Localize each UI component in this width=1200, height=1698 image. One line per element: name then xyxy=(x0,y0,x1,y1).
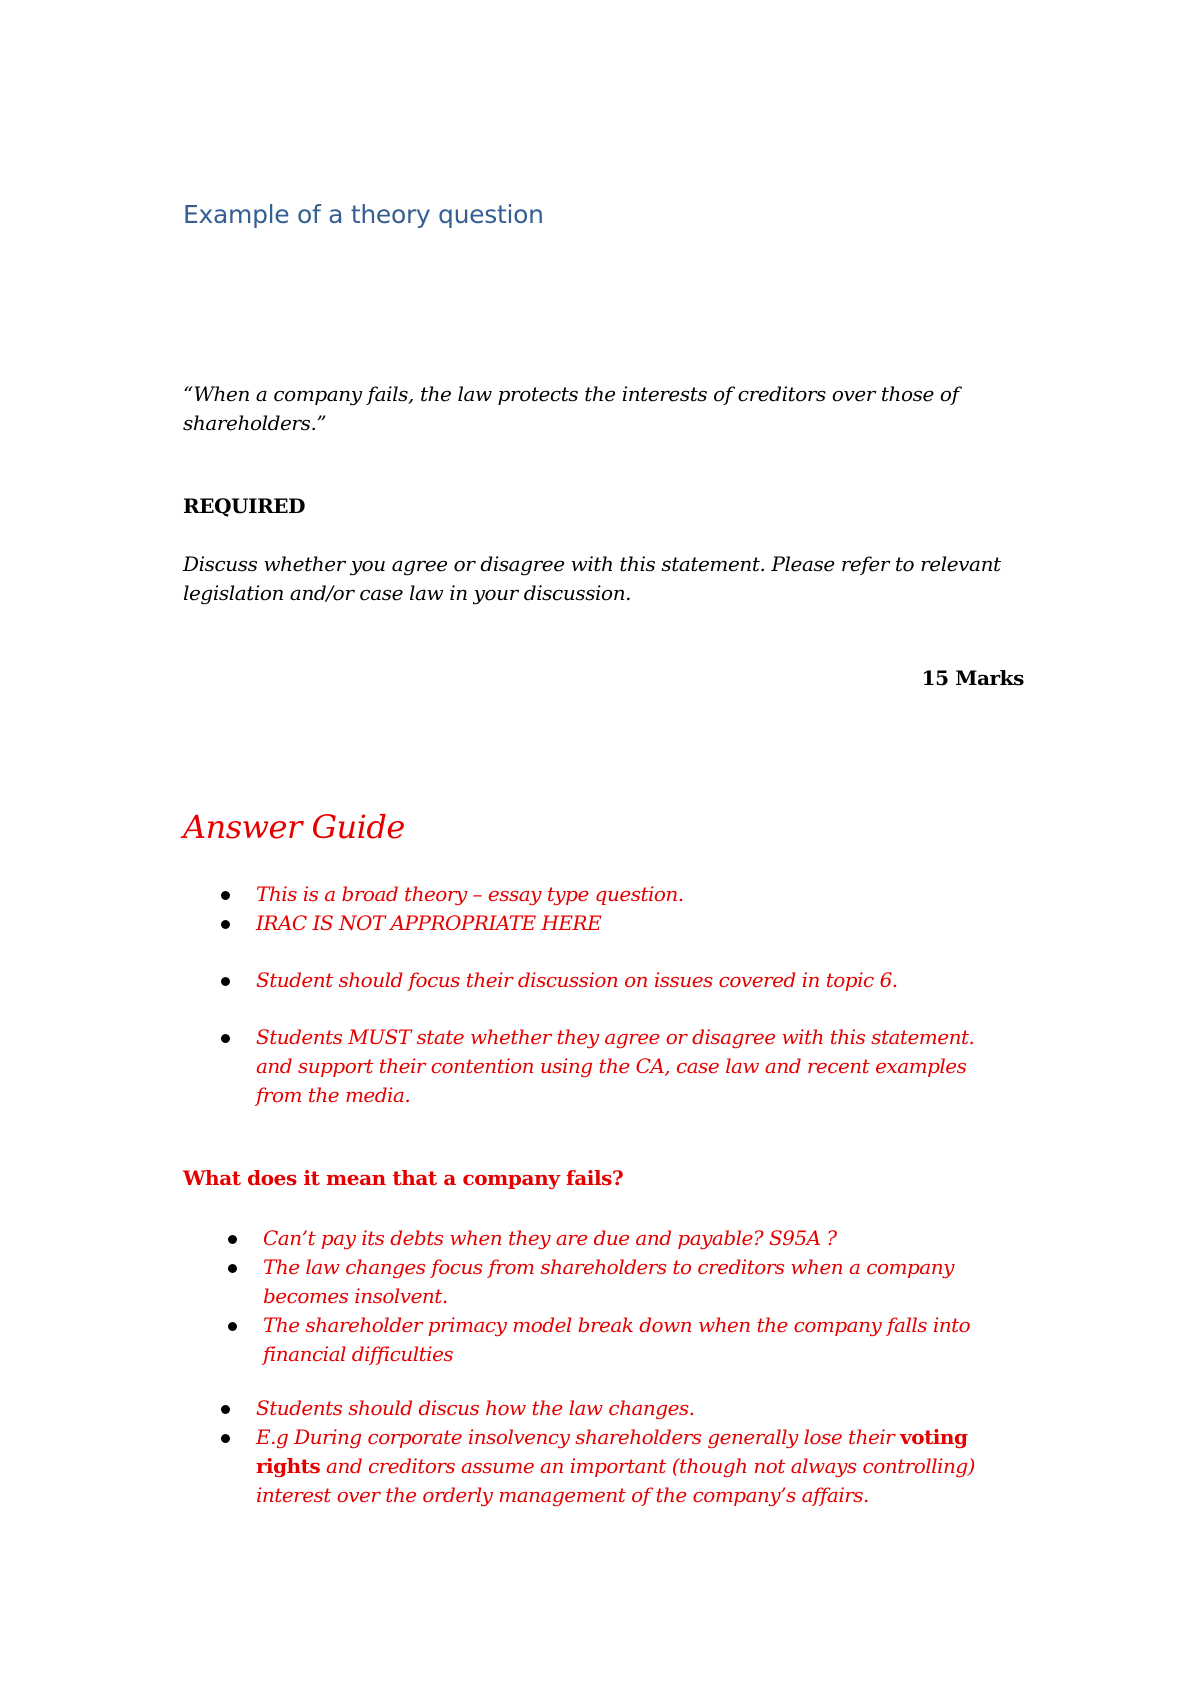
bold-text: voting xyxy=(900,1425,968,1449)
text-run: and creditors assume an important (though not always controlling) xyxy=(320,1454,975,1478)
list-item xyxy=(256,880,1016,909)
section-heading: What does it mean that a company fails? xyxy=(183,1166,624,1190)
list-item-text xyxy=(256,1423,1026,1452)
text-run: E.g During corporate insolvency shareholders generally lose their xyxy=(256,1425,901,1449)
spacer xyxy=(256,938,1016,966)
bullet-icon xyxy=(228,1264,237,1273)
list-item-text: Can’t pay its debts when they are due and payable? S95A ? xyxy=(263,1226,837,1250)
list-item-text: Students should discus how the law changes. xyxy=(256,1396,695,1420)
list-item xyxy=(256,1423,1026,1510)
question-instructions xyxy=(183,550,1043,608)
list-item-text: Student should focus their discussion on issues covered in topic 6. xyxy=(256,968,898,992)
bold-text: rights xyxy=(256,1454,321,1478)
list-item-text xyxy=(256,1452,1026,1481)
bullet-icon xyxy=(221,1434,230,1443)
list-item xyxy=(256,909,1016,938)
list-item xyxy=(256,1394,1026,1423)
marks-label: 15 Marks xyxy=(921,666,1024,690)
list-item-text: Students MUST state whether they agree or disagree with this statement. xyxy=(256,1025,975,1049)
list-item xyxy=(263,1311,1023,1369)
list-item-text: interest over the orderly management of the company’s affairs. xyxy=(256,1483,869,1507)
bullet-icon xyxy=(221,1034,230,1043)
quote-line: shareholders.” xyxy=(183,411,327,435)
bullet-icon xyxy=(221,977,230,986)
spacer xyxy=(256,995,1016,1023)
bullet-icon xyxy=(228,1322,237,1331)
instruction-line: legislation and/or case law in your discussion. xyxy=(183,581,632,605)
list-item-text: IRAC IS NOT APPROPRIATE HERE xyxy=(256,911,602,935)
list-item xyxy=(263,1253,1023,1311)
list-item-text: The law changes focus from shareholders to creditors when a company xyxy=(263,1255,954,1279)
page-title: Example of a theory question xyxy=(183,200,544,229)
list-item-text: This is a broad theory – essay type question. xyxy=(256,882,684,906)
bullet-icon xyxy=(221,891,230,900)
question-statement xyxy=(183,380,1043,438)
instruction-line: Discuss whether you agree or disagree with this statement. Please refer to relevant xyxy=(183,552,1001,576)
list-item-text: The shareholder primacy model break down when the company falls into xyxy=(263,1313,971,1337)
list-item xyxy=(256,1023,1016,1110)
list-item xyxy=(256,966,1016,995)
list-item-text: becomes insolvent. xyxy=(263,1284,448,1308)
company-fails-points xyxy=(263,1224,1023,1369)
bullet-icon xyxy=(221,920,230,929)
answer-guide-points xyxy=(256,880,1016,1110)
list-item-text: from the media. xyxy=(256,1083,411,1107)
bullet-icon xyxy=(228,1235,237,1244)
quote-line: “When a company fails, the law protects the interests of creditors over those of xyxy=(183,382,959,406)
list-item-text: financial difficulties xyxy=(263,1342,454,1366)
answer-guide-title: Answer Guide xyxy=(183,808,405,846)
bullet-icon xyxy=(221,1405,230,1414)
law-change-points xyxy=(256,1394,1026,1510)
list-item xyxy=(263,1224,1023,1253)
list-item-text: and support their contention using the CA, case law and recent examples xyxy=(256,1054,967,1078)
required-label: REQUIRED xyxy=(183,494,306,518)
